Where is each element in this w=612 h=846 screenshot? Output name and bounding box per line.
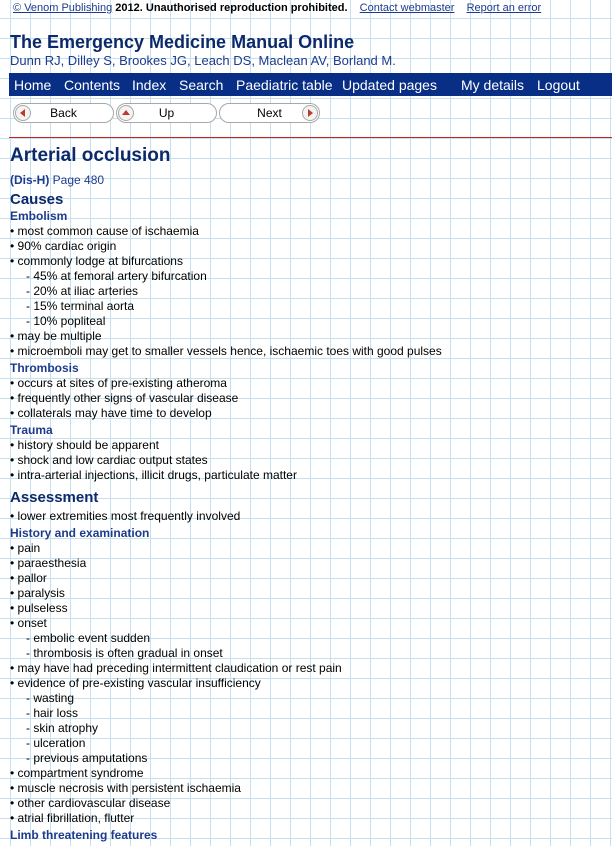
list-item: - ulceration <box>26 736 86 750</box>
site-title: The Emergency Medicine Manual Online <box>10 32 355 52</box>
embolism-heading: Embolism <box>10 209 68 223</box>
list-item: • may be multiple <box>10 329 102 343</box>
list-item: - 15% terminal aorta <box>26 299 135 313</box>
page-reference <box>10 173 610 188</box>
copyright-text: 2012. Unauthorised reproduction prohibited. <box>115 2 348 14</box>
list-item: • microemboli may get to smaller vessels hence, ischaemic toes with good pulses <box>10 344 442 358</box>
thrombosis-heading: Thrombosis <box>10 361 79 375</box>
list-item: • pallor <box>10 571 47 585</box>
assessment-intro: • lower extremities most frequently involved <box>10 509 241 523</box>
list-item: • pulseless <box>10 601 68 615</box>
list-item: • commonly lodge at bifurcations <box>10 254 183 268</box>
nav-updated-pages[interactable]: Updated pages <box>342 77 437 93</box>
up-button[interactable] <box>116 103 217 123</box>
embolism-list <box>10 224 610 359</box>
nav-index[interactable]: Index <box>132 77 167 93</box>
list-item: - hair loss <box>26 706 79 720</box>
next-label: Next <box>257 106 282 120</box>
site-authors: Dunn RJ, Dilley S, Brookes JG, Leach DS, Maclean AV, Borland M. <box>10 53 396 68</box>
limb-threatening-heading: Limb threatening features <box>10 828 158 842</box>
list-item: • 90% cardiac origin <box>10 239 117 253</box>
list-item: • pain <box>10 541 41 555</box>
list-item: - 10% popliteal <box>26 314 106 328</box>
nav-paediatric-table[interactable]: Paediatric table <box>236 77 333 93</box>
list-item: • compartment syndrome <box>10 766 144 780</box>
list-item: - previous amputations <box>26 751 148 765</box>
report-error-link[interactable]: Report an error <box>466 2 542 14</box>
list-item: • shock and low cardiac output states <box>10 453 208 467</box>
nav-search[interactable]: Search <box>179 77 224 93</box>
article <box>10 144 610 843</box>
list-item: • may have had preceding intermittent claudication or rest pain <box>10 661 342 675</box>
history-heading: History and examination <box>10 526 150 540</box>
assessment-heading: Assessment <box>10 489 99 506</box>
nav-contents[interactable]: Contents <box>64 77 121 93</box>
copyright-bar <box>13 2 541 14</box>
nav-home[interactable]: Home <box>14 77 52 93</box>
list-item: - wasting <box>26 691 75 705</box>
list-item: • intra-arterial injections, illicit drugs, particulate matter <box>10 468 297 482</box>
nav-logout[interactable]: Logout <box>537 77 580 93</box>
history-list <box>10 541 610 826</box>
page-title: Arterial occlusion <box>10 145 171 166</box>
list-item: • onset <box>10 616 47 630</box>
trauma-list <box>10 438 610 483</box>
arrow-right-icon <box>302 105 318 121</box>
contact-webmaster-link[interactable]: Contact webmaster <box>359 2 455 14</box>
page-number: Page 480 <box>52 173 105 187</box>
header-divider <box>9 137 612 138</box>
back-label: Back <box>50 106 77 120</box>
list-item: • evidence of pre-existing vascular insufficiency <box>10 676 261 690</box>
list-item: - embolic event sudden <box>26 631 151 645</box>
main-nav <box>9 73 612 96</box>
list-item: • collaterals may have time to develop <box>10 406 212 420</box>
list-item: • most common cause of ischaemia <box>10 224 199 238</box>
list-item: • atrial fibrillation, flutter <box>10 811 135 825</box>
page-code: (Dis-H) <box>10 173 50 187</box>
list-item: • paralysis <box>10 586 65 600</box>
list-item: - 20% at iliac arteries <box>26 284 139 298</box>
list-item: - 45% at femoral artery bifurcation <box>26 269 207 283</box>
back-button[interactable] <box>13 103 114 123</box>
publisher-link[interactable]: © Venom Publishing <box>13 2 113 14</box>
list-item: • history should be apparent <box>10 438 159 452</box>
list-item: • other cardiovascular disease <box>10 796 171 810</box>
list-item: • occurs at sites of pre-existing atheroma <box>10 376 227 390</box>
thrombosis-list <box>10 376 610 421</box>
list-item: - thrombosis is often gradual in onset <box>26 646 223 660</box>
next-button[interactable] <box>219 103 320 123</box>
list-item: • frequently other signs of vascular disease <box>10 391 239 405</box>
list-item: - skin atrophy <box>26 721 99 735</box>
trauma-heading: Trauma <box>10 423 53 437</box>
nav-my-details[interactable]: My details <box>461 77 525 93</box>
up-label: Up <box>158 106 175 120</box>
list-item: • paraesthesia <box>10 556 87 570</box>
causes-heading: Causes <box>10 191 64 208</box>
list-item: • muscle necrosis with persistent ischaemia <box>10 781 241 795</box>
